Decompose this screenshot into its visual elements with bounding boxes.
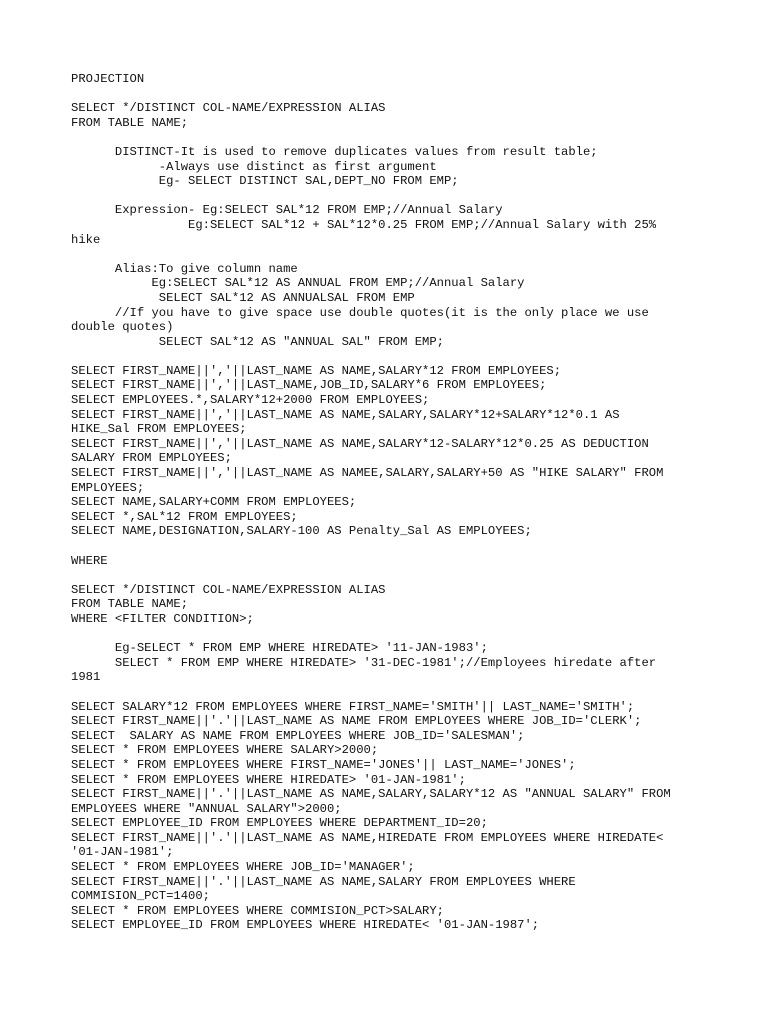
blank-line [71,130,751,145]
document-line: SELECT * FROM EMPLOYEES WHERE COMMISION_PCT>SALARY; [71,903,444,918]
document-line: -Always use distinct as first argument [71,159,437,174]
document-line: WHERE [71,553,108,568]
document-line: SELECT NAME,DESIGNATION,SALARY-100 AS Penalty_Sal AS EMPLOYEES; [71,524,532,539]
document-line: SELECT */DISTINCT COL-NAME/EXPRESSION ALIAS [71,582,386,597]
document-line: HIKE_Sal FROM EMPLOYEES; [71,422,247,437]
document-line: FROM TABLE NAME; [71,115,189,130]
document-line: WHERE <FILTER CONDITION>; [71,611,254,626]
blank-line [71,349,751,364]
document-line: SELECT SALARY AS NAME FROM EMPLOYEES WHERE JOB_ID='SALESMAN'; [71,728,525,743]
document-line: SELECT NAME,SALARY+COMM FROM EMPLOYEES; [71,495,357,510]
document-line: SELECT FIRST_NAME||','||LAST_NAME AS NAMEE,SALARY,SALARY+50 AS "HIKE SALARY" FROM [71,466,664,481]
document-line: EMPLOYEES; [71,480,145,495]
blank-line [71,247,751,262]
blank-line [71,627,751,642]
document-line: SELECT FIRST_NAME||'.'||LAST_NAME AS NAME,HIREDATE FROM EMPLOYEES WHERE HIREDATE< [71,830,664,845]
blank-line [71,539,751,554]
document-line: EMPLOYEES WHERE "ANNUAL SALARY">2000; [71,801,342,816]
blank-line [71,685,751,700]
document-line: SELECT FIRST_NAME||','||LAST_NAME AS NAME,SALARY*12 FROM EMPLOYEES; [71,363,562,378]
document-line: SELECT FIRST_NAME||'.'||LAST_NAME AS NAME FROM EMPLOYEES WHERE JOB_ID='CLERK'; [71,714,642,729]
document-line: DISTINCT-It is used to remove duplicates values from result table; [71,144,598,159]
document-line: SELECT FIRST_NAME||','||LAST_NAME,JOB_ID,SALARY*6 FROM EMPLOYEES; [71,378,547,393]
document-line: Eg- SELECT DISTINCT SAL,DEPT_NO FROM EMP; [71,174,459,189]
document-line: Eg:SELECT SAL*12 AS ANNUAL FROM EMP;//Annual Salary [71,276,525,291]
document-line: SELECT *,SAL*12 FROM EMPLOYEES; [71,509,298,524]
document-line: SELECT EMPLOYEE_ID FROM EMPLOYEES WHERE HIREDATE< '01-JAN-1987'; [71,918,540,933]
document-line: double quotes) [71,320,174,335]
document-line: SELECT * FROM EMPLOYEES WHERE JOB_ID='MANAGER'; [71,860,415,875]
document-line: SELECT SALARY*12 FROM EMPLOYEES WHERE FIRST_NAME='SMITH'|| LAST_NAME='SMITH'; [71,699,635,714]
document-line: 1981 [71,670,101,685]
document-line: SELECT * FROM EMPLOYEES WHERE SALARY>2000; [71,743,379,758]
document-line: //If you have to give space use double quotes(it is the only place we use [71,305,649,320]
document-line: Eg:SELECT SAL*12 + SAL*12*0.25 FROM EMP;//Annual Salary with 25% [71,217,657,232]
document-line: FROM TABLE NAME; [71,597,189,612]
document-line: Expression- Eg:SELECT SAL*12 FROM EMP;//Annual Salary [71,203,503,218]
document-line: SELECT SAL*12 AS ANNUALSAL FROM EMP [71,290,415,305]
document-line: SELECT EMPLOYEE_ID FROM EMPLOYEES WHERE DEPARTMENT_ID=20; [71,816,488,831]
blank-line [71,87,751,102]
document-line: SELECT EMPLOYEES.*,SALARY*12+2000 FROM EMPLOYEES; [71,393,430,408]
document-line: SELECT * FROM EMPLOYEES WHERE HIREDATE> '01-JAN-1981'; [71,772,466,787]
document-line: COMMISION_PCT=1400; [71,889,210,904]
document-line: SALARY FROM EMPLOYEES; [71,451,232,466]
document-line: SELECT SAL*12 AS "ANNUAL SAL" FROM EMP; [71,334,444,349]
document-line: hike [71,232,101,247]
document-line: SELECT * FROM EMPLOYEES WHERE FIRST_NAME='JONES'|| LAST_NAME='JONES'; [71,757,576,772]
document-line: PROJECTION [71,72,145,86]
document-line: SELECT */DISTINCT COL-NAME/EXPRESSION ALIAS [71,101,386,116]
document-line: '01-JAN-1981'; [71,845,174,860]
document-line: Alias:To give column name [71,261,298,276]
document-line: SELECT * FROM EMP WHERE HIREDATE> '31-DEC-1981';//Employees hiredate after [71,655,657,670]
document-line: SELECT FIRST_NAME||'.'||LAST_NAME AS NAME,SALARY FROM EMPLOYEES WHERE [71,874,576,889]
blank-line [71,189,751,204]
document-line: SELECT FIRST_NAME||','||LAST_NAME AS NAME,SALARY,SALARY*12+SALARY*12*0.1 AS [71,407,620,422]
blank-line [71,568,751,583]
document-body [71,72,751,933]
document-line: Eg-SELECT * FROM EMP WHERE HIREDATE> '11-JAN-1983'; [71,641,488,656]
document-line: SELECT FIRST_NAME||','||LAST_NAME AS NAME,SALARY*12-SALARY*12*0.25 AS DEDUCTION [71,436,649,451]
document-line: SELECT FIRST_NAME||'.'||LAST_NAME AS NAME,SALARY,SALARY*12 AS "ANNUAL SALARY" FROM [71,787,671,802]
